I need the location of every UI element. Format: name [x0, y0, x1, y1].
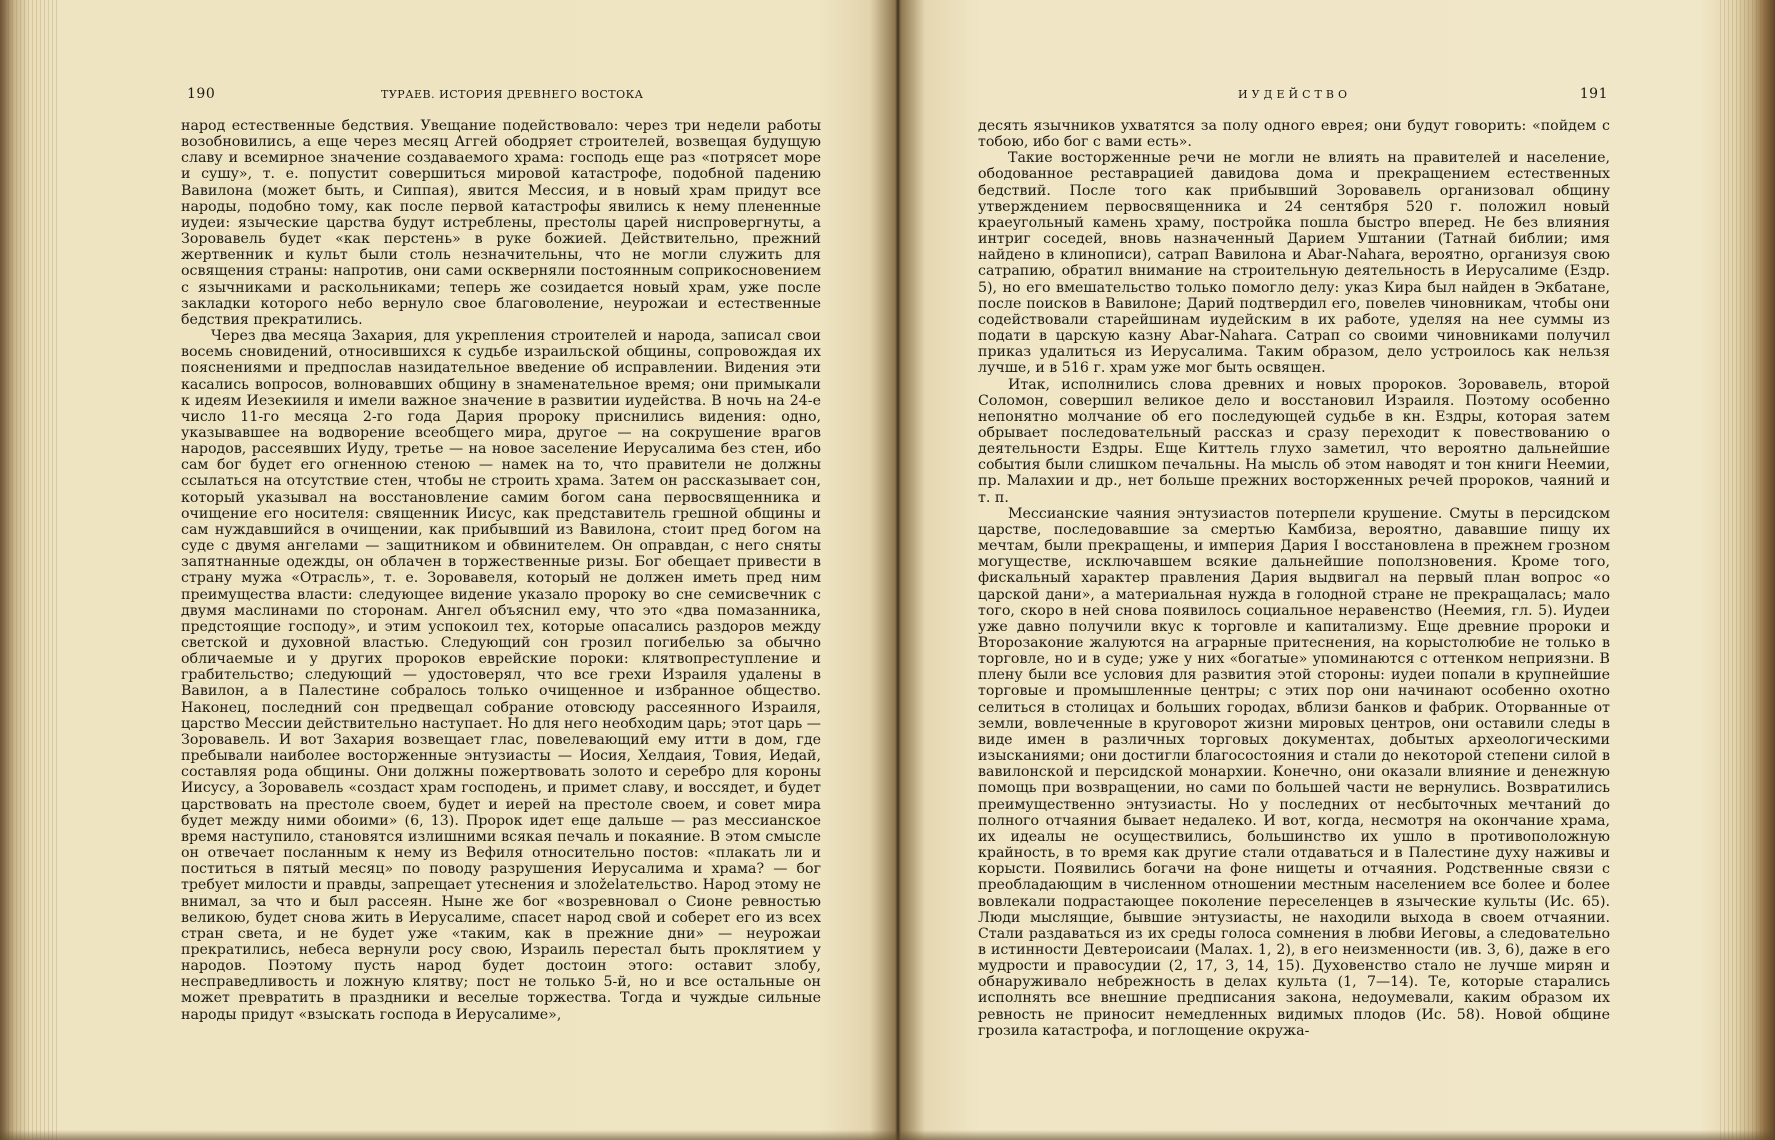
right-paragraph-4: Мессианские чаяния энтузиастов потерпели крушение. Смуты в персидском царстве, последовавшие за смертью Камбиза, вероятно, дававшие пищу их мечтам, были прекращены, и империя Дария I восстановлена в прежнем грозном могуществе, исключавшем всякие дальнейшие поползновения. Кроме того, фискальный характер правления Дария выдвигал на первый план вопрос «о царской дани», а материальная нужда в голодной стране не прекращалась; мало того, скоро в ней снова появилось социальное неравенство (Неемия, гл. 5). Иудеи уже давно получили вкус к торговле и капитализму. Еще древние пророки и Второзаконие жалуются на аграрные притеснения, на корыстолюбие не только в торговле, но и в суде; уже у них «богатые» упоминаются с оттенком неприязни. В плену были все условия для развития этой стороны: иудеи попали в крупнейшие торговые и промышленные центры; с этих пор они начинают особенно охотно селиться в столицах и больших городах, вблизи банков и фабрик. Оторванные от земли, вовлеченные в круговорот жизни мировых центров, они оставили следы в виде имен в различных торговых документах, добытых археологическими изысканиями; они достигли благосостояния и стали до некоторой степени силой в вавилонской и персидской монархии. Конечно, они оказали влияние и денежную помощь при возвращении, но сами по большей части не вернулись. Возвратились преимущественно энтузиасты. Но у последних от несбыточных мечтаний до полного отчаяния бывает недалеко. И вот, когда, несмотря на окончание храма, их идеалы не осуществились, большинство их ушло в противоположную крайность, в то время как другие стали отдаваться и в Палестине духу наживы и корысти. Появились богачи на фоне нищеты и отчаяния. Родственные связи с преобладающим в численном отношении местным населением все более и более вовлекали подрастающее поколение переселенцев в языческие культы (Ис. 65). Люди мыслящие, бывшие энтузиасты, не находили выхода в своем отчаянии. Стали раздаваться из их среды голоса сомнения в любви Иеговы, а следовательно в истинности Девтероисаии (Малах. 1, 2), в его неизменности (ив. 3, 6), даже в его мудрости и правосудии (2, 17, 3, 14, 15). Духовенство стало не лучше мирян и обнаруживало небрежность в делах культа (1, 7—14). Те, которые старались исполнять все внешние предписания закона, недоумевали, каким образом их ревность не приносит немедленных видимых плодов (Ис. 58). Новой общине грозила катастрофа, и поглощение окружа-	[978, 505, 1610, 1039]
left-body-text	[181, 118, 821, 1023]
right-paragraph-2: Такие восторженные речи не могли не влиять на правителей и население, ободованное реставрацией давидова дома и прекращением естественных бедствий. После того как прибывший Зоровавель организовал общину утверждением первосвященника и 24 сентября 520 г. положил новый краеугольный камень храму, постройка пошла быстро вперед. Не без влияния интриг соседей, вновь назначенный Дарием Уштании (Татнай библии; имя найдено в клинописи), сатрап Вавилона и Abar-Nahara, вероятно, организуя свою сатрапию, обратил внимание на строительную деятельность в Иерусалиме (Ездр. 5), но его вмешательство только помогло делу: указ Кира был найден в Экбатане, после поисков в Вавилоне; Дарий подтвердил его, повелев чиновникам, чтобы они содействовали старейшинам иудейским в их работе, уделяя на нее суммы из подати в царскую казну Abar-Nahara. Сатрап со своими чиновниками получил приказ удалиться из Иерусалима. Таким образом, дело устроилось как нельзя лучше, и в 516 г. храм уже мог быть освящен.	[978, 150, 1610, 377]
left-page-number: 190	[187, 86, 216, 102]
right-paragraph-3: Итак, исполнились слова древних и новых пророков. Зоровавель, второй Соломон, совершил великое дело и восстановил Израиля. Поэтому особенно непонятно молчание об его последующей судьбе в кн. Ездры, которая затем обрывает последовательный рассказ и сразу переходит к повествованию о деятельности Ездры. Еще Киттель глухо заметил, что вероятно дальнейшие события были слишком печальны. На мысль об этом наводят и тон книги Неемии, пр. Малахии и др., нет больше прежних восторженных речей пророков, чаяний и т. п.	[978, 376, 1610, 506]
left-running-head	[181, 86, 821, 108]
right-paragraph-1: десять язычников ухватятся за полу одного еврея; они будут говорить: «пойдем с тобою, ибо бог с вами есть».	[978, 118, 1610, 151]
left-paragraph-2: Через два месяца Захария, для укрепления строителей и народа, записал свои восемь сновидений, относившихся к судьбе израильской общины, сопровождая их пояснениями и предпослав назидательное введение об исправлении. Видения эти касались вопросов, волновавших общину в знаменательное время; они примыкали к идеям Иезекииля и имели важное значение в развитии иудейства. В ночь на 24-е число 11-го месяца 2-го года Дария пророку приснились видения: одно, указывавшее на водворение всеобщего мира, другое — на сокрушение врагов народов, рассеявших Иуду, третье — на новое заселение Иерусалима без стен, ибо сам бог будет его огненною стеною — намек на то, что правители не должны ссылаться на отсутствие стен, чтобы не строить храма. Затем он рассказывает сон, который указывал на восстановление самим богом сана первосвященника и очищение его носителя: священник Иисус, как представитель грешной общины и сам нуждавшийся в очищении, как прибывший из Вавилона, стоит пред богом на суде с двумя ангелами — защитником и обвинителем. Он оправдан, с него сняты запятнанные одежды, он облачен в торжественные ризы. Бог обещает привести в страну мужа «Отрасль», т. е. Зоровавеля, который не должен иметь пред ним преимущества власти: следующее видение указало пророку во сне семисвечник с двумя маслинами по сторонам. Ангел объяснил ему, что это «два помазанника, предстоящие господу», и этим успокоил тех, которые опасались раздоров между светской и духовной властью. Следующий сон грозил погибелью за обычно обличаемые и у других пророков еврейские пороки: клятвопреступление и грабительство; следующий — удостоверял, что все грехи Израиля удалены в Вавилон, а в Палестине собралось только очищенное и избранное общество. Наконец, последний сон предвещал собрание отовсюду рассеянного Израиля, царство Мессии действительно наступает. Но для него необходим царь; этот царь — Зоровавель. И вот Захария возвещает глас, повелевающий ему итти в дом, где пребывали наиболее восторженные энтузиасты — Иосия, Хелдаия, Товия, Иедай, составляя рода общины. Они должны пожертвовать золото и серебро для короны Иисусу, а Зоровавель «создаст храм господень, и примет славу, и воссядет, и будет царствовать на престоле своем, будет и иерей на престоле своем, и совет мира будет между ними обоими» (6, 13). Пророк идет еще дальше — раз мессианское время наступило, становятся излишними всякая печаль и покаяние. В этом смысле он отвечает посланным к нему из Вефиля относительно постов: «плакать ли и поститься в пятый месяц» по поводу разрушения Иерусалима и храма? — бог требует милости и правды, запрещает утеснения и злоželательство. Народ этому не внимал, за что и был рассеян. Ныне же бог «возревновал о Сионе ревностью великою, будет снова жить в Иерусалиме, спасет народ свой и соберет его из всех стран света, и не будет уже «таким, как в прежние дни» — неурожаи прекратились, небеса вернули росу свою, Израиль перестал быть проклятием у народов. Поэтому пусть народ будет достоин этого: оставит злобу, несправедливость и ложную клятву; пост не только 5-й, но и все остальные он может превратить в праздники и веселые торжества. Тогда и чуждые сильные народы придут «взыскать господа в Иерусалиме»,	[181, 328, 821, 1023]
right-running-title: ИУДЕЙСТВО	[1238, 88, 1351, 101]
right-page-number: 191	[1579, 86, 1608, 102]
bottom-edge-shadow	[0, 1130, 1775, 1140]
left-running-title: ТУРАЕВ. ИСТОРИЯ ДРЕВНЕГО ВОСТОКА	[381, 88, 644, 101]
right-body-text	[978, 118, 1610, 1039]
right-page	[978, 86, 1610, 1039]
left-paragraph-1: народ естественные бедствия. Увещание подействовало: через три недели работы возобновились, а еще через месяц Аггей ободряет строителей, возвещая будущую славу и всемирное значение создаваемого храма: господь еще раз «потрясет море и сушу», т. е. попустит совершиться мировой катастрофе, подобной падению Вавилона (может быть, и Сиппая), явится Мессия, и в новый храм придут все народы, подобно тому, как после первой катастрофы явились к нему плененные иудеи: языческие царства будут истреблены, престолы царей ниспровергнуты, а Зоровавель будет «как перстень» в руке божией. Действительно, прежний жертвенник и культ были столь незначительны, что не могли служить для освящения страны: напротив, они сами оскверняли постоянным соприкосновением с язычниками и раскольниками; теперь же созидается новый храм, уже после закладки которого небо вернуло свое благоволение, неурожаи и естественные бедствия прекратились.	[181, 118, 821, 328]
right-running-head	[978, 86, 1610, 108]
left-page-edges	[0, 0, 60, 1140]
right-page-edges	[1720, 0, 1775, 1140]
left-page	[181, 86, 821, 1023]
